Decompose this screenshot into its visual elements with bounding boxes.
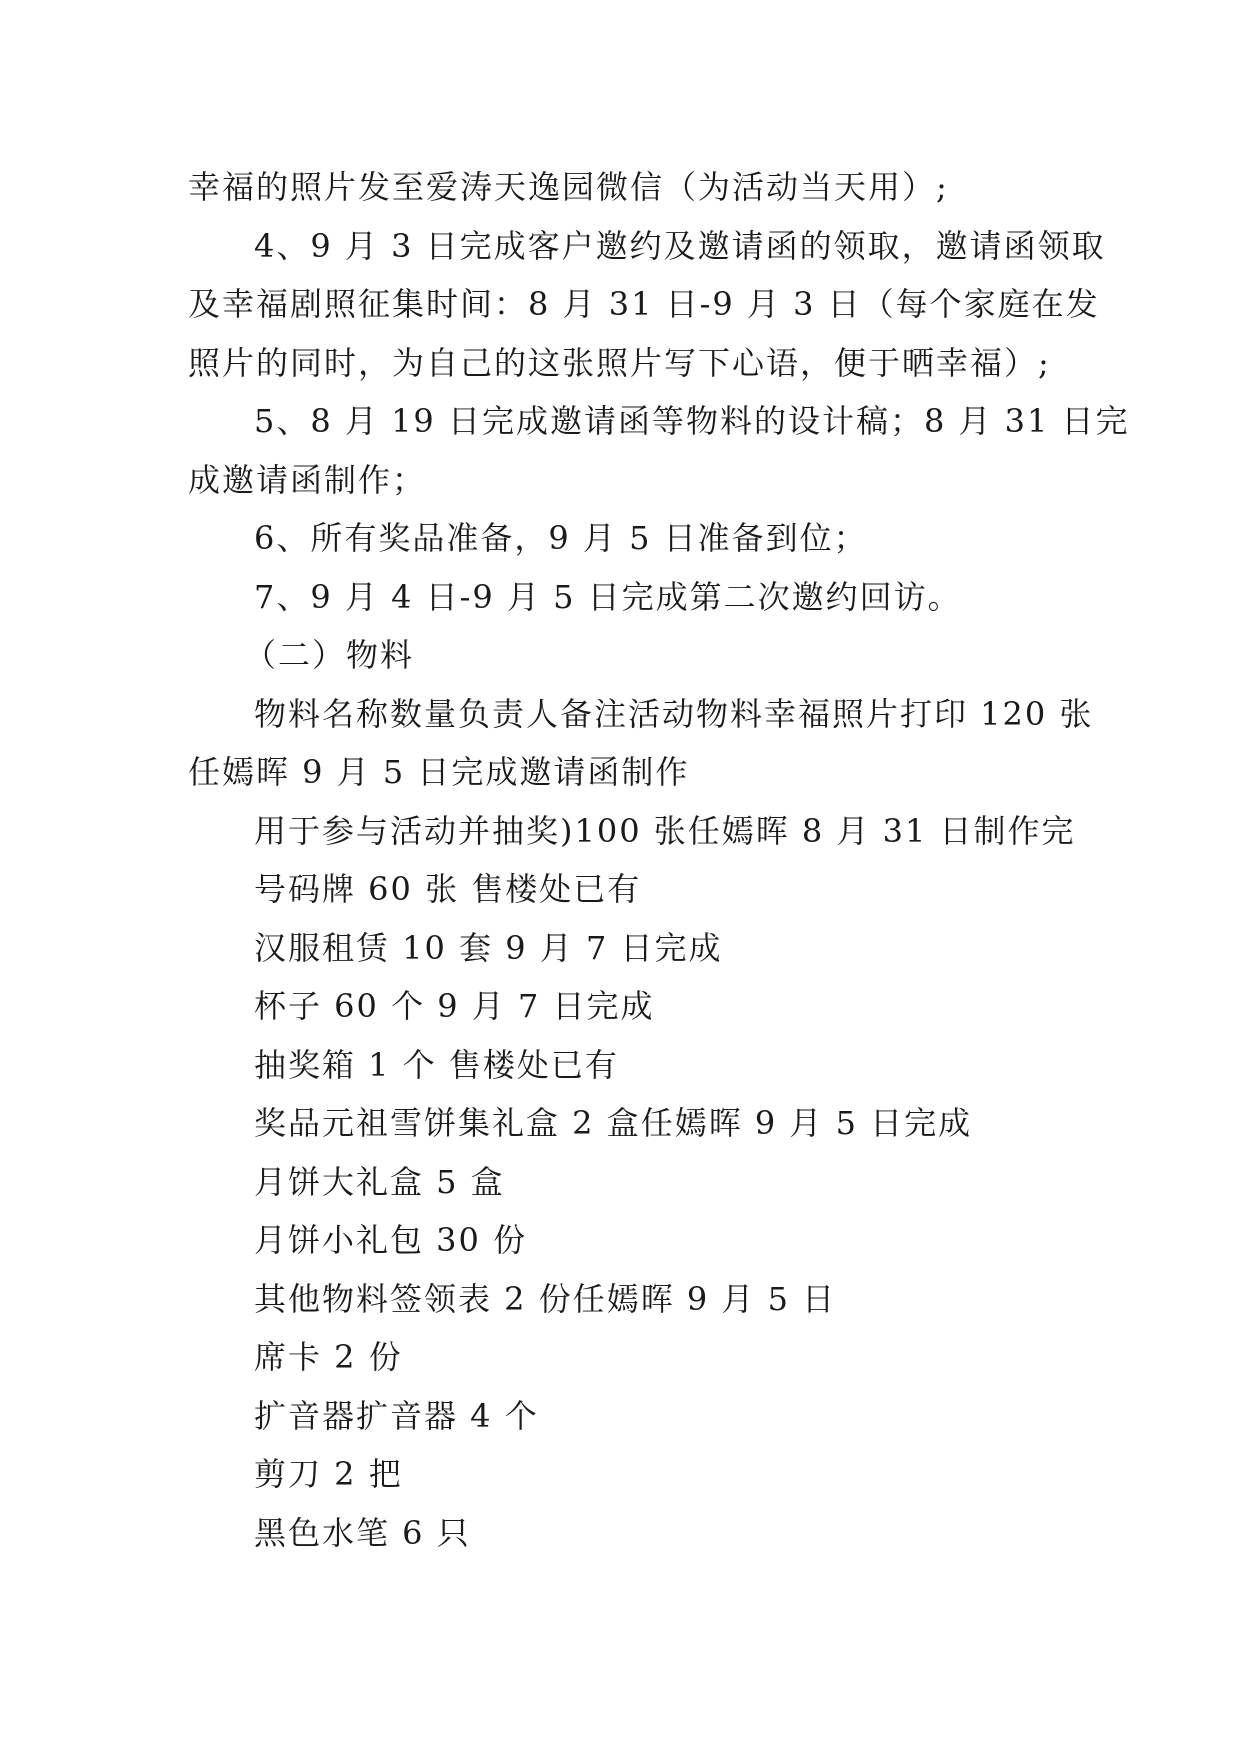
materials-line: 号码牌 60 张 售楼处已有 bbox=[254, 870, 642, 908]
paragraph-line-continuation: 幸福的照片发至爱涛天逸园微信（为活动当天用）; bbox=[188, 168, 949, 206]
materials-line: 剪刀 2 把 bbox=[254, 1455, 403, 1493]
section-heading-materials: （二）物料 bbox=[244, 636, 415, 674]
materials-line: 扩音器扩音器 4 个 bbox=[254, 1396, 539, 1435]
document-body bbox=[188, 158, 1130, 1562]
paragraph-line-item-7: 7、9 月 4 日-9 月 5 日完成第二次邀约回访。 bbox=[254, 577, 962, 616]
materials-line: 月饼小礼包 30 份 bbox=[254, 1221, 528, 1259]
paragraph-line-item-5: 5、8 月 19 日完成邀请函等物料的设计稿；8 月 31 日完 bbox=[254, 402, 1130, 440]
materials-line: 奖品元祖雪饼集礼盒 2 盒任嫣晖 9 月 5 日完成 bbox=[254, 1104, 973, 1142]
paragraph-line-item-4-cont-1: 及幸福剧照征集时间：8 月 31 日-9 月 3 日（每个家庭在发 bbox=[188, 285, 1100, 323]
materials-line: 用于参与活动并抽奖)100 张任嫣晖 8 月 31 日制作完 bbox=[254, 811, 1076, 850]
materials-line: 其他物料签领表 2 份任嫣晖 9 月 5 日 bbox=[254, 1279, 837, 1318]
materials-line: 杯子 60 个 9 月 7 日完成 bbox=[254, 987, 655, 1025]
materials-line: 物料名称数量负责人备注活动物料幸福照片打印 120 张 bbox=[254, 694, 1094, 733]
paragraph-line-item-4-cont-2: 照片的同时，为自己的这张照片写下心语，便于晒幸福）; bbox=[188, 343, 1051, 382]
materials-line: 席卡 2 份 bbox=[254, 1338, 403, 1376]
materials-line: 黑色水笔 6 只 bbox=[254, 1513, 471, 1552]
materials-line: 抽奖箱 1 个 售楼处已有 bbox=[254, 1045, 619, 1084]
paragraph-line-item-6: 6、所有奖品准备，9 月 5 日准备到位； bbox=[254, 519, 868, 557]
materials-line: 任嫣晖 9 月 5 日完成邀请函制作 bbox=[188, 753, 690, 791]
paragraph-line-item-5-cont: 成邀请函制作； bbox=[188, 460, 427, 499]
materials-line: 汉服租赁 10 套 9 月 7 日完成 bbox=[254, 928, 723, 967]
paragraph-line-item-4: 4、9 月 3 日完成客户邀约及邀请函的领取，邀请函领取 bbox=[254, 226, 1106, 265]
materials-line: 月饼大礼盒 5 盒 bbox=[254, 1162, 505, 1201]
